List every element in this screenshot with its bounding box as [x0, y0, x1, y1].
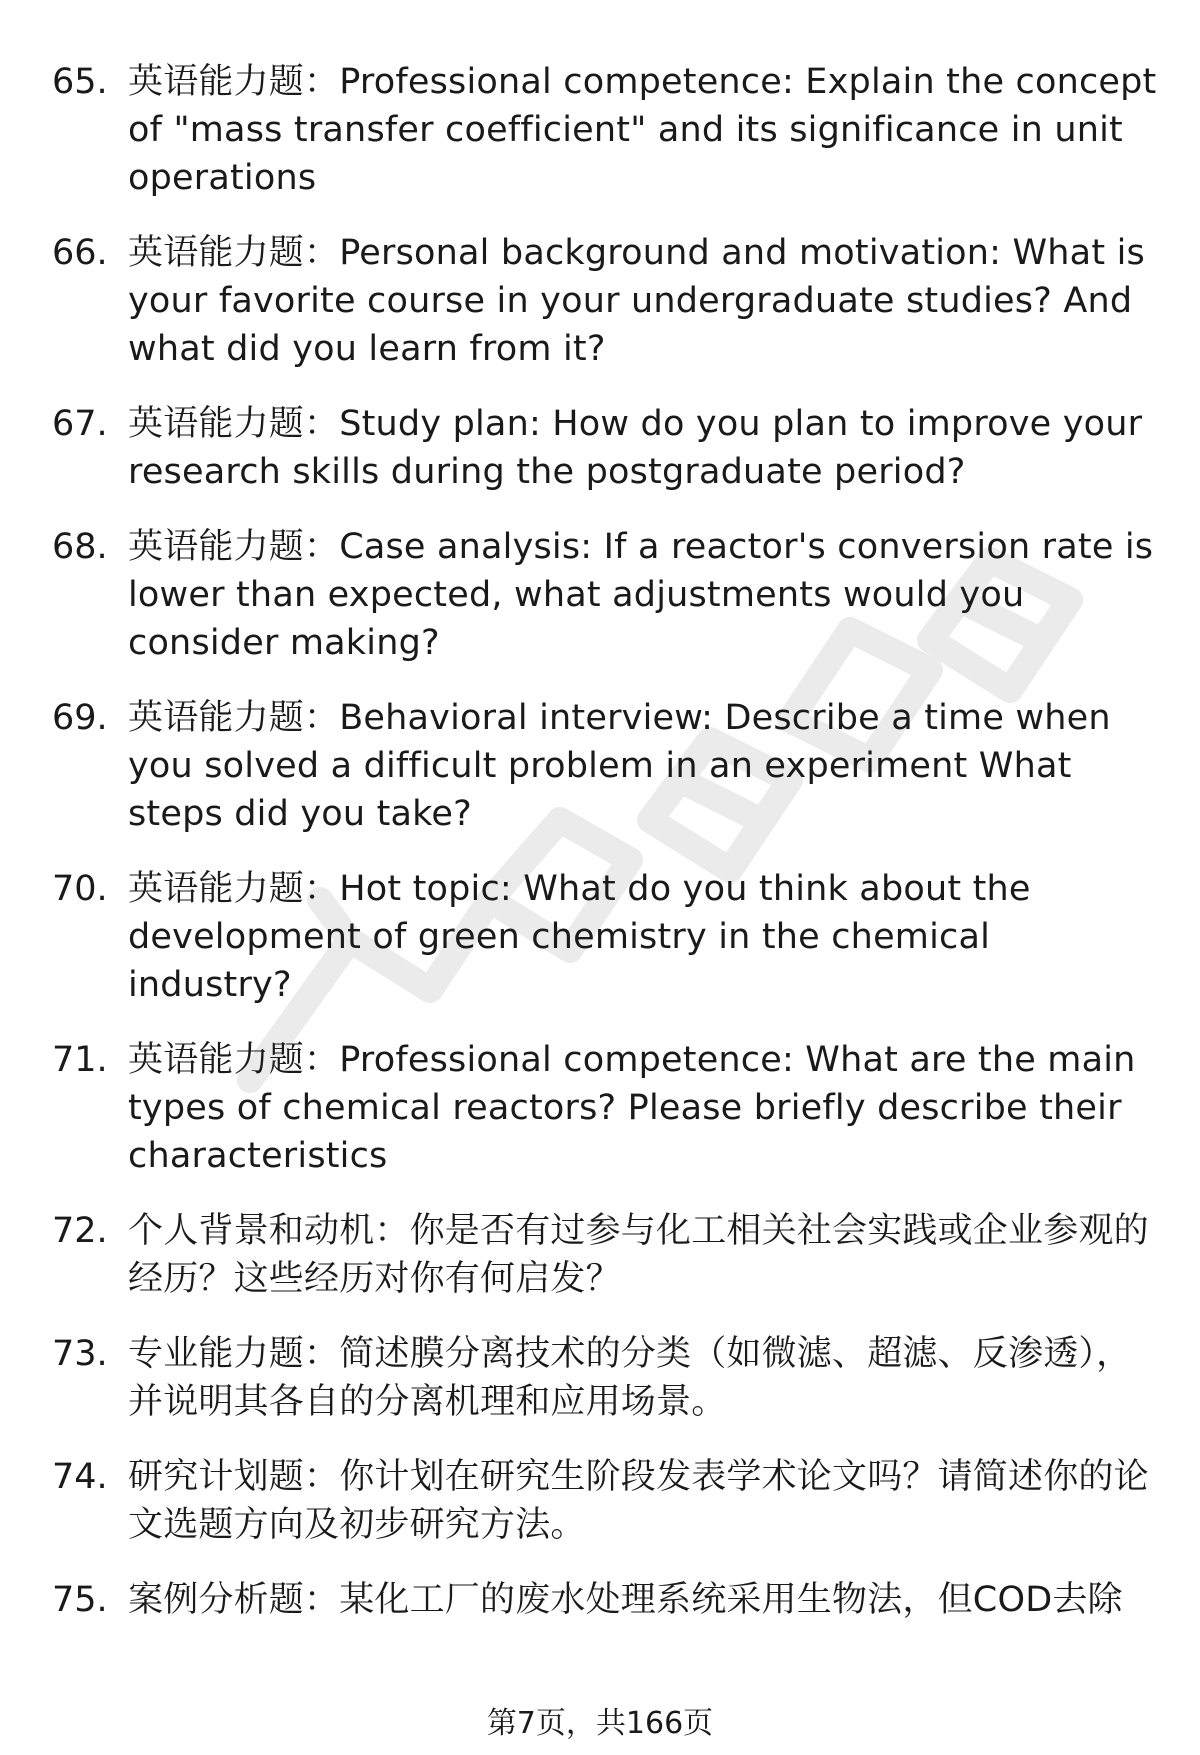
list-item	[52, 1330, 1162, 1426]
question-text: 研究计划题：你计划在研究生阶段发表学术论文吗？请简述你的论文选题方向及初步研究方法。	[128, 1457, 1149, 1545]
question-number: 75.	[52, 1580, 108, 1620]
question-number: 72.	[52, 1211, 108, 1251]
question-number: 71.	[52, 1040, 108, 1080]
list-item	[52, 58, 1162, 202]
question-number: 69.	[52, 698, 108, 738]
question-list	[52, 58, 1162, 1651]
question-text: 英语能力题：Professional competence: What are the main types of chemical reactors? Please briefly describe their characteristics	[128, 1040, 1136, 1176]
page-footer: 第7页，共166页	[486, 1706, 714, 1741]
question-number: 65.	[52, 62, 108, 102]
list-item	[52, 400, 1162, 496]
question-text: 英语能力题：Study plan: How do you plan to improve your research skills during the postgraduate period?	[128, 404, 1143, 492]
question-text: 个人背景和动机：你是否有过参与化工相关社会实践或企业参观的经历？这些经历对你有何启发？	[128, 1211, 1149, 1299]
question-text: 英语能力题：Hot topic: What do you think about the development of green chemistry in the chemical industry?	[128, 869, 1031, 1005]
question-text: 案例分析题：某化工厂的废水处理系统采用生物法，但COD去除	[128, 1580, 1123, 1620]
list-item	[52, 694, 1162, 838]
list-item	[52, 1036, 1162, 1180]
question-number: 68.	[52, 527, 108, 567]
question-number: 73.	[52, 1334, 108, 1374]
list-item	[52, 865, 1162, 1009]
list-item	[52, 523, 1162, 667]
question-text: 英语能力题：Personal background and motivation: What is your favorite course in your undergraduate studies? And what did you learn from it?	[128, 233, 1145, 369]
list-item	[52, 229, 1162, 373]
question-text: 专业能力题：简述膜分离技术的分类（如微滤、超滤、反渗透），并说明其各自的分离机理和应用场景。	[128, 1334, 1132, 1422]
question-number: 66.	[52, 233, 108, 273]
list-item	[52, 1453, 1162, 1549]
question-text: 英语能力题：Professional competence: Explain the concept of "mass transfer coefficient" and its significance in unit operations	[128, 62, 1157, 198]
question-number: 74.	[52, 1457, 108, 1497]
list-item	[52, 1576, 1162, 1624]
list-item	[52, 1207, 1162, 1303]
question-number: 67.	[52, 404, 108, 444]
question-number: 70.	[52, 869, 108, 909]
question-text: 英语能力题：Behavioral interview: Describe a time when you solved a difficult problem in an experiment What steps did you take?	[128, 698, 1111, 834]
question-text: 英语能力题：Case analysis: If a reactor's conversion rate is lower than expected, what adjustments would you consider making?	[128, 527, 1154, 663]
